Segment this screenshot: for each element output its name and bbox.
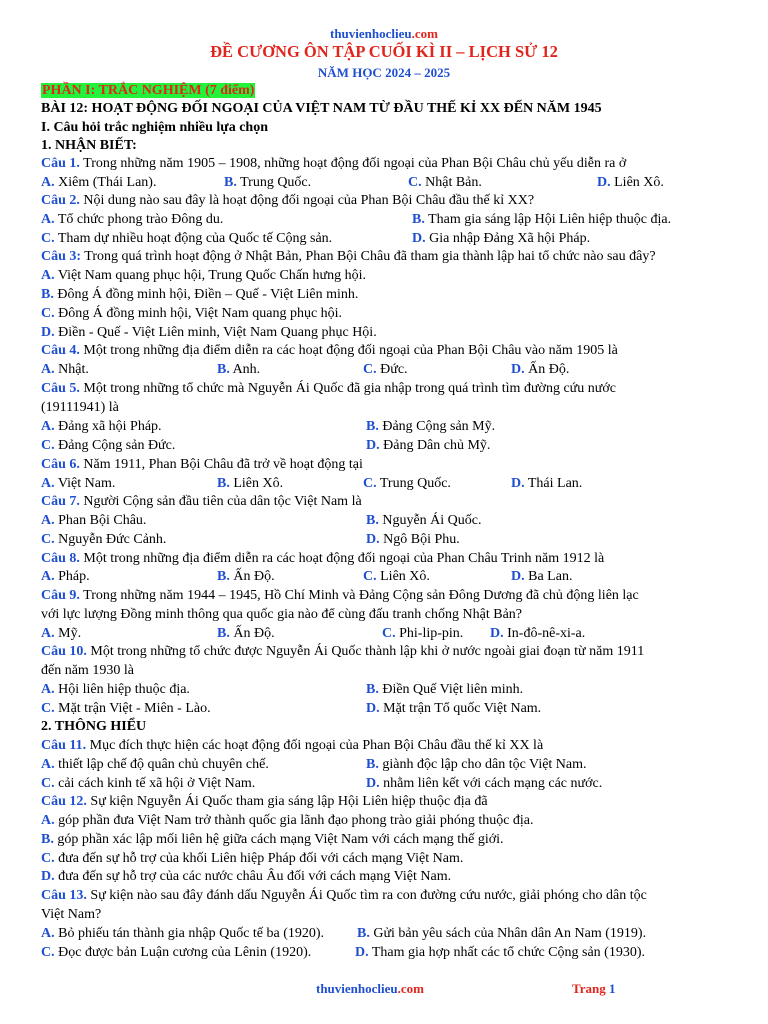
option-d: D. Ba Lan. — [511, 569, 573, 584]
option-b: B. Ấn Độ. — [217, 626, 275, 641]
option-a: A. Tổ chức phong trào Đông du. — [41, 212, 224, 227]
question-12-option-c: C. đưa đến sự hỗ trợ của khối Liên hiệp Pháp đối với cách mạng Việt Nam. — [41, 851, 464, 866]
lesson-heading: BÀI 12: HOẠT ĐỘNG ĐỐI NGOẠI CỦA VIỆT NAM TỪ ĐẦU THẾ KỈ XX ĐẾN NĂM 1945 — [41, 101, 602, 116]
option-c: C. Nguyễn Đức Cảnh. — [41, 532, 167, 547]
option-c: C. Đức. — [363, 362, 408, 377]
question-6: Câu 6. Năm 1911, Phan Bội Châu đã trở về hoạt động tại — [41, 457, 363, 472]
question-9-cont: với lực lượng Đồng minh thông qua quốc gia nào để cùng đấu tranh chống Nhật Bản? — [41, 607, 522, 622]
option-a: A. thiết lập chế độ quân chủ chuyên chế. — [41, 757, 269, 772]
question-12-option-d: D. đưa đến sự hỗ trợ của các nước châu Âu đối với cách mạng Việt Nam. — [41, 869, 452, 884]
option-d: D. Liên Xô. — [597, 175, 664, 190]
option-d: D. Mặt trận Tổ quốc Việt Nam. — [366, 701, 542, 716]
option-a: A. Bỏ phiếu tán thành gia nhập Quốc tế ba (1920). — [41, 926, 325, 941]
option-b: B. Tham gia sáng lập Hội Liên hiệp thuộc địa. — [412, 212, 672, 227]
question-10-cont: đến năm 1930 là — [41, 663, 134, 678]
question-1: Câu 1. Trong những năm 1905 – 1908, những hoạt động đối ngoại của Phan Bội Châu chủ yếu diễn ra ở — [41, 156, 627, 171]
question-3-option-c: C. Đông Á đồng minh hội, Việt Nam quang phục hội. — [41, 306, 343, 321]
question-5-cont: (19111941) là — [41, 400, 119, 415]
question-13: Câu 13. Sự kiện nào sau đây đánh dấu Nguyễn Ái Quốc tìm ra con đường cứu nước, giải phóng cho dân tộc — [41, 888, 647, 903]
option-c: C. Đọc được bản Luận cương của Lênin (1920). — [41, 945, 312, 960]
question-7: Câu 7. Người Cộng sản đầu tiên của dân tộc Việt Nam là — [41, 494, 362, 509]
page-number: Trang 1 — [572, 981, 616, 996]
question-3-option-a: A. Việt Nam quang phục hội, Trung Quốc Chấn hưng hội. — [41, 268, 366, 283]
option-b: B. Trung Quốc. — [224, 175, 312, 190]
question-11: Câu 11. Mục đích thực hiện các hoạt động đối ngoại của Phan Bội Châu đầu thế kỉ XX là — [41, 738, 544, 753]
option-c: C. cải cách kinh tế xã hội ở Việt Nam. — [41, 776, 256, 791]
option-a: A. Đảng xã hội Pháp. — [41, 419, 162, 434]
document-title: ĐỀ CƯƠNG ÔN TẬP CUỐI KÌ II – LỊCH SỬ 12 — [210, 42, 558, 61]
option-a: A. Nhật. — [41, 362, 89, 377]
option-a: A. Việt Nam. — [41, 476, 116, 491]
question-3-option-d: D. Điền - Quế - Việt Liên minh, Việt Nam Quang phục Hội. — [41, 325, 377, 340]
question-13-cont: Việt Nam? — [41, 907, 102, 922]
option-d: D. Ngô Bội Phu. — [366, 532, 460, 547]
option-d: D. Thái Lan. — [511, 476, 583, 491]
option-b: B. Ấn Độ. — [217, 569, 275, 584]
option-c: C. Đảng Cộng sản Đức. — [41, 438, 176, 453]
option-a: A. Xiêm (Thái Lan). — [41, 175, 157, 190]
question-12: Câu 12. Sự kiện Nguyễn Ái Quốc tham gia sáng lập Hội Liên hiệp thuộc địa đã — [41, 794, 488, 809]
footer-site: thuvienhoclieu.com — [316, 981, 424, 996]
question-8: Câu 8. Một trong những địa điểm diễn ra các hoạt động đối ngoại của Phan Châu Trinh năm 1912 là — [41, 551, 605, 566]
option-d: D. In-đô-nê-xi-a. — [490, 626, 586, 641]
option-b: B. Nguyễn Ái Quốc. — [366, 513, 482, 528]
question-2: Câu 2. Nội dung nào sau đây là hoạt động đối ngoại của Phan Bội Châu đầu thế kỉ XX? — [41, 193, 535, 208]
option-d: D. Ấn Độ. — [511, 362, 570, 377]
option-c: C. Nhật Bản. — [408, 175, 482, 190]
level-heading-recognition: 1. NHẬN BIẾT: — [41, 138, 137, 153]
option-c: C. Tham dự nhiều hoạt động của Quốc tế Cộng sản. — [41, 231, 333, 246]
question-4: Câu 4. Một trong những địa điểm diễn ra các hoạt động đối ngoại của Phan Bội Châu vào năm 1905 là — [41, 343, 618, 358]
option-b: B. giành độc lập cho dân tộc Việt Nam. — [366, 757, 587, 772]
question-12-option-b: B. góp phần xác lập mối liên hệ giữa cách mạng Việt Nam với cách mạng thế giới. — [41, 832, 504, 847]
option-a: A. Pháp. — [41, 569, 90, 584]
option-c: C. Trung Quốc. — [363, 476, 451, 491]
level-heading-comprehension: 2. THÔNG HIỂU — [41, 719, 147, 734]
question-5: Câu 5. Một trong những tổ chức mà Nguyễn Ái Quốc đã gia nhập trong quá trình tìm đường cứu nước — [41, 381, 616, 396]
option-c: C. Liên Xô. — [363, 569, 430, 584]
question-12-option-a: A. góp phần đưa Việt Nam trở thành quốc gia lãnh đạo phong trào giải phóng thuộc địa. — [41, 813, 534, 828]
option-b: B. Điền Quế Việt liên minh. — [366, 682, 524, 697]
option-a: A. Hội liên hiệp thuộc địa. — [41, 682, 190, 697]
question-9: Câu 9. Trong những năm 1944 – 1945, Hồ Chí Minh và Đảng Cộng sản Đông Dương đã chủ động liên lạc — [41, 588, 639, 603]
part-heading: PHẦN I: TRẮC NGHIỆM (7 điểm) — [42, 83, 255, 98]
option-b: B. Gửi bản yêu sách của Nhân dân An Nam (1919). — [357, 926, 647, 941]
option-d: D. Đảng Dân chủ Mỹ. — [366, 438, 491, 453]
section-heading: I. Câu hỏi trắc nghiệm nhiều lựa chọn — [41, 120, 268, 135]
option-a: A. Mỹ. — [41, 626, 82, 641]
option-c: C. Phi-lip-pin. — [382, 626, 464, 641]
site-watermark: thuvienhoclieu.com — [330, 26, 438, 41]
option-d: D. Tham gia hợp nhất các tổ chức Cộng sản (1930). — [355, 945, 646, 960]
question-10: Câu 10. Một trong những tổ chức được Nguyễn Ái Quốc thành lập khi ở nước ngoài giai đoạn từ năm 1911 — [41, 644, 645, 659]
option-b: B. Anh. — [217, 362, 261, 377]
option-d: D. Gia nhập Đảng Xã hội Pháp. — [412, 231, 591, 246]
option-a: A. Phan Bội Châu. — [41, 513, 147, 528]
question-3-option-b: B. Đông Á đồng minh hội, Điền – Quế - Việt Liên minh. — [41, 287, 359, 302]
option-b: B. Liên Xô. — [217, 476, 284, 491]
option-c: C. Mặt trận Việt - Miên - Lào. — [41, 701, 211, 716]
option-d: D. nhằm liên kết với cách mạng các nước. — [366, 776, 603, 791]
school-year: NĂM HỌC 2024 – 2025 — [317, 65, 451, 80]
question-3: Câu 3: Trong quá trình hoạt động ở Nhật Bản, Phan Bội Châu đã tham gia thành lập hai tổ chức nào sau đây? — [41, 249, 656, 264]
option-b: B. Đảng Cộng sản Mỹ. — [366, 419, 496, 434]
